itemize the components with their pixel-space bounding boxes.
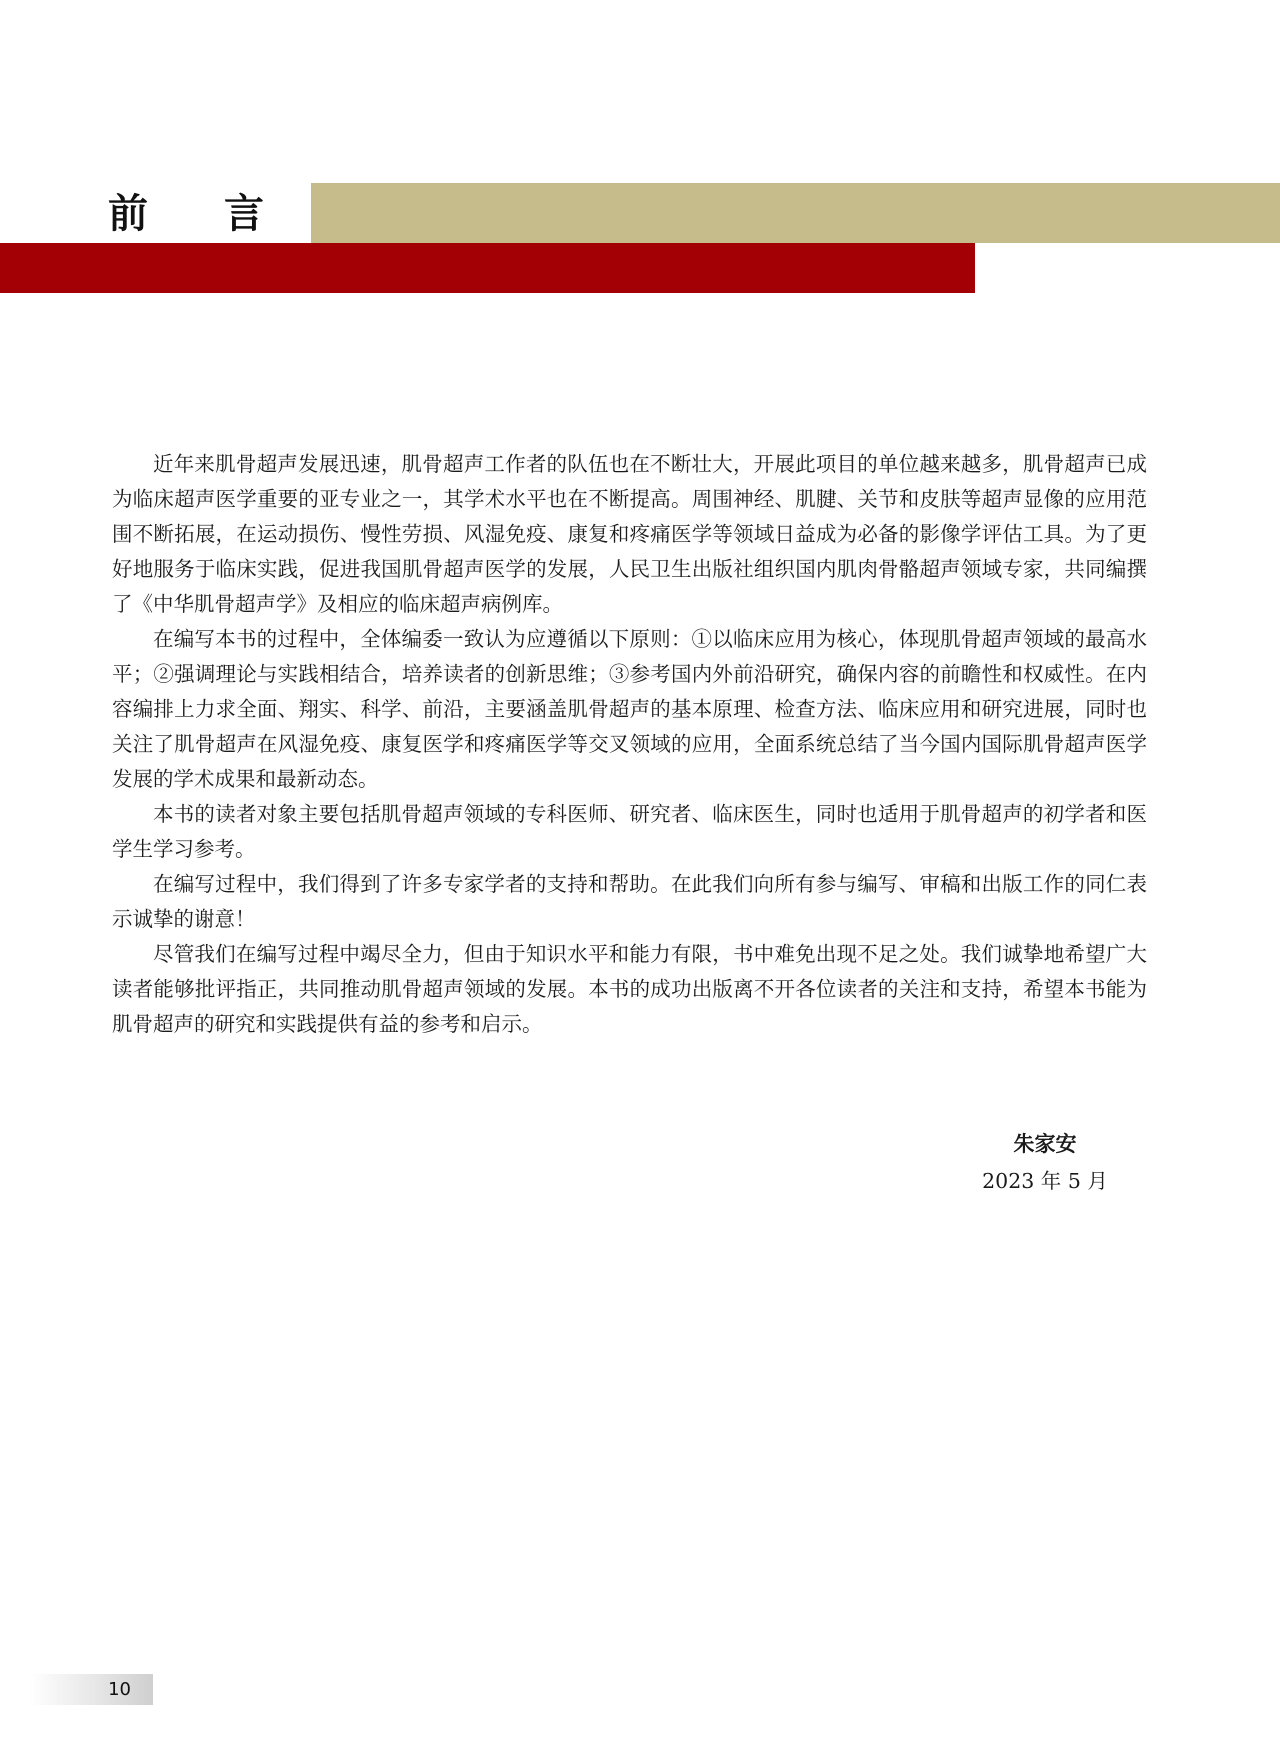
preface-body — [112, 447, 1147, 1042]
paragraph-3: 本书的读者对象主要包括肌骨超声领域的专科医师、研究者、临床医生，同时也适用于肌骨超声的初学者和医学生学习参考。 — [112, 802, 1147, 861]
page-number: 10 — [108, 1679, 131, 1700]
signature-block — [940, 1126, 1150, 1200]
page-title: 前言 — [108, 191, 340, 237]
header-red-band — [0, 243, 975, 293]
paragraph-2: 在编写本书的过程中，全体编委一致认为应遵循以下原则：①以临床应用为核心，体现肌骨超声领域的最高水平；②强调理论与实践相结合，培养读者的创新思维；③参考国内外前沿研究，确保内容的前瞻性和权威性。在内容编排上力求全面、翔实、科学、前沿，主要涵盖肌骨超声的基本原理、检查方法、临床应用和研究进展，同时也关注了肌骨超声在风湿免疫、康复医学和疼痛医学等交叉领域的应用，全面系统总结了当今国内国际肌骨超声医学发展的学术成果和最新动态。 — [112, 627, 1147, 791]
paragraph-1: 近年来肌骨超声发展迅速，肌骨超声工作者的队伍也在不断壮大，开展此项目的单位越来越多，肌骨超声已成为临床超声医学重要的亚专业之一，其学术水平也在不断提高。周围神经、肌腱、关节和皮肤等超声显像的应用范围不断拓展，在运动损伤、慢性劳损、风湿免疫、康复和疼痛医学等领域日益成为必备的影像学评估工具。为了更好地服务于临床实践，促进我国肌骨超声医学的发展，人民卫生出版社组织国内肌肉骨骼超声领域专家，共同编撰了《中华肌骨超声学》及相应的临床超声病例库。 — [112, 452, 1147, 616]
paragraph-4: 在编写过程中，我们得到了许多专家学者的支持和帮助。在此我们向所有参与编写、审稿和出版工作的同仁表示诚挚的谢意！ — [112, 872, 1147, 931]
paragraph-5: 尽管我们在编写过程中竭尽全力，但由于知识水平和能力有限，书中难免出现不足之处。我们诚挚地希望广大读者能够批评指正，共同推动肌骨超声领域的发展。本书的成功出版离不开各位读者的关注和支持，希望本书能为肌骨超声的研究和实践提供有益的参考和启示。 — [112, 942, 1147, 1036]
signature-date: 2023 年 5 月 — [982, 1169, 1108, 1193]
header-gold-band — [311, 183, 1280, 243]
author-name: 朱家安 — [1013, 1132, 1077, 1156]
page-number-tab — [30, 1674, 153, 1705]
